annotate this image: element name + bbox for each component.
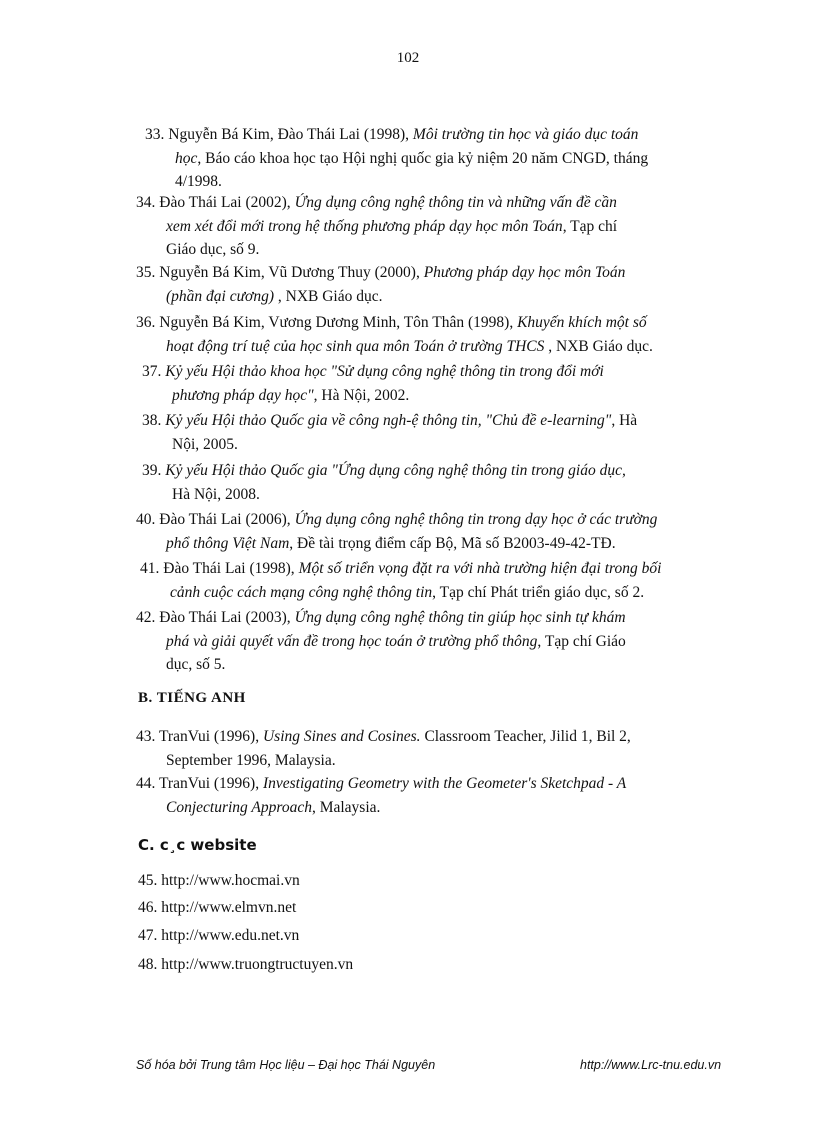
reference-line	[142, 409, 752, 433]
reference-number: 39.	[142, 462, 166, 479]
reference-item	[142, 360, 752, 407]
reference-text: September 1996, Malaysia.	[166, 751, 336, 769]
reference-title-text: Ứng dụng công nghệ thông tin giúp học sinh tự khám	[294, 609, 626, 626]
website-item: 45. http://www.hocmai.vn	[138, 872, 300, 889]
reference-line	[136, 725, 746, 749]
reference-text: Nội, 2005.	[172, 435, 238, 453]
reference-text: , Tạp chí	[562, 217, 618, 235]
reference-item	[140, 557, 750, 604]
reference-text: Hà Nội, 2008.	[172, 485, 260, 503]
reference-line	[145, 123, 755, 147]
reference-line	[145, 147, 755, 171]
website-item: 46. http://www.elmvn.net	[138, 899, 297, 916]
reference-title-text: cảnh cuộc cách mạng công nghệ thông tin	[170, 583, 433, 601]
reference-title-text: Kỷ yếu Hội thảo Quốc gia "Ứng dụng công nghệ thông tin trong giáo dục,	[165, 462, 626, 479]
reference-item	[136, 191, 746, 262]
reference-item	[145, 123, 755, 194]
reference-text: , NXB Giáo dục.	[274, 287, 383, 305]
reference-text: Nguyễn Bá Kim, Đào Thái Lai (1998),	[168, 126, 413, 143]
reference-text: 4/1998.	[175, 173, 222, 190]
reference-title-text: hoạt động trí tuệ của học sinh qua môn Toán ở trường THCS	[166, 337, 545, 355]
reference-line	[136, 749, 746, 773]
reference-number: 42.	[136, 609, 160, 626]
reference-item	[136, 606, 746, 677]
reference-title-text: Môi trường tin học và giáo dục toán	[412, 126, 639, 143]
reference-text: Nguyễn Bá Kim, Vũ Dương Thuy (2000),	[159, 264, 424, 281]
reference-title-text: Using Sines and Cosines.	[262, 728, 421, 745]
reference-text: Đào Thái Lai (2006),	[159, 511, 295, 528]
reference-line	[136, 532, 746, 556]
reference-item	[142, 459, 752, 506]
reference-line	[136, 261, 746, 285]
reference-text: Classroom Teacher, Jilid 1, Bil 2,	[420, 728, 631, 745]
reference-text: Đào Thái Lai (2002),	[159, 194, 295, 211]
reference-number: 44.	[136, 775, 159, 792]
reference-item	[136, 508, 746, 555]
reference-line	[142, 384, 752, 408]
reference-text: , Tạp chí Phát triển giáo dục, số 2.	[432, 583, 645, 601]
reference-number: 34.	[136, 194, 160, 211]
reference-title-text: Kỷ yếu Hội thảo Quốc gia về công ngh-ệ thông tin, "Chủ đề e-learning"	[165, 412, 612, 429]
reference-title-text: học	[175, 149, 198, 167]
reference-line	[142, 483, 752, 507]
reference-title-text: Khuyến khích một số	[517, 314, 647, 331]
reference-line	[136, 630, 746, 654]
reference-line	[136, 311, 746, 335]
reference-title-text: Investigating Geometry with the Geometer's Sketchpad - A	[262, 775, 627, 792]
reference-text: Đào Thái Lai (2003),	[159, 609, 295, 626]
reference-text: , Hà Nội, 2002.	[313, 386, 410, 404]
reference-number: 36.	[136, 314, 160, 331]
footer-right: http://www.Lrc-tnu.edu.vn	[580, 1058, 722, 1072]
reference-line	[140, 581, 750, 605]
reference-line	[136, 191, 746, 215]
section-heading-websites: C. c¸c website	[138, 836, 257, 854]
reference-item	[136, 772, 746, 819]
reference-text: , NXB Giáo dục.	[544, 337, 653, 355]
reference-text: TranVui (1996),	[158, 728, 263, 745]
reference-text: Giáo dục, số 9.	[166, 241, 260, 258]
reference-item	[142, 409, 752, 456]
reference-text: , Hà	[611, 412, 638, 429]
reference-line	[136, 508, 746, 532]
section-heading-english: B. TIẾNG ANH	[138, 690, 246, 706]
reference-text: , Báo cáo khoa học tạo Hội nghị quốc gia kỷ niệm 20 năm CNGD, tháng	[197, 149, 649, 167]
reference-line	[142, 433, 752, 457]
reference-item	[136, 311, 746, 358]
reference-text: Đào Thái Lai (1998),	[163, 560, 299, 577]
page-number: 102	[396, 50, 420, 66]
reference-text: dục, số 5.	[166, 656, 226, 673]
reference-line	[136, 238, 746, 262]
reference-number: 40.	[136, 511, 160, 528]
reference-number: 38.	[142, 412, 166, 429]
website-item: 47. http://www.edu.net.vn	[138, 927, 300, 944]
reference-line	[136, 335, 746, 359]
footer-left: Số hóa bởi Trung tâm Học liệu – Đại học Thái Nguyên	[136, 1058, 436, 1072]
reference-line	[142, 360, 752, 384]
reference-number: 41.	[140, 560, 164, 577]
reference-line	[136, 215, 746, 239]
reference-text: Nguyễn Bá Kim, Vương Dương Minh, Tôn Thân (1998),	[159, 314, 518, 331]
reference-line	[136, 285, 746, 309]
reference-title-text: Một số triển vọng đặt ra với nhà trường hiện đại trong bối	[298, 560, 662, 577]
reference-item	[136, 261, 746, 308]
reference-item	[136, 725, 746, 772]
reference-text: , Malaysia.	[311, 798, 381, 816]
reference-title-text: Kỷ yếu Hội thảo khoa học "Sử dụng công nghệ thông tin trong đổi mới	[165, 363, 604, 380]
reference-line	[136, 772, 746, 796]
reference-number: 35.	[136, 264, 160, 281]
reference-title-text: (phần đại cương)	[166, 287, 274, 305]
reference-line	[136, 606, 746, 630]
reference-title-text: Phương pháp dạy học môn Toán	[423, 264, 626, 281]
reference-line	[136, 796, 746, 820]
reference-text: , Đề tài trọng điểm cấp Bộ, Mã số B2003-49-42-TĐ.	[289, 534, 616, 552]
reference-title-text: phá và giải quyết vấn đề trong học toán ở trường phổ thông	[166, 632, 538, 650]
reference-title-text: Conjecturing Approach	[166, 798, 312, 816]
reference-title-text: Ứng dụng công nghệ thông tin và những vấn đề cần	[294, 194, 617, 211]
reference-title-text: Ứng dụng công nghệ thông tin trong dạy học ở các trường	[294, 511, 658, 528]
reference-title-text: xem xét đổi mới trong hệ thống phương pháp dạy học môn Toán	[166, 217, 563, 235]
reference-text: TranVui (1996),	[158, 775, 263, 792]
reference-number: 43.	[136, 728, 159, 745]
website-item: 48. http://www.truongtructuyen.vn	[138, 956, 354, 973]
reference-line	[136, 653, 746, 677]
reference-line	[140, 557, 750, 581]
reference-line	[145, 170, 755, 194]
reference-text: , Tạp chí Giáo	[537, 632, 626, 650]
reference-title-text: phổ thông Việt Nam	[166, 534, 290, 552]
reference-number: 37.	[142, 363, 166, 380]
reference-number: 33.	[145, 126, 169, 143]
reference-title-text: phương pháp dạy học"	[172, 386, 314, 404]
reference-line	[142, 459, 752, 483]
